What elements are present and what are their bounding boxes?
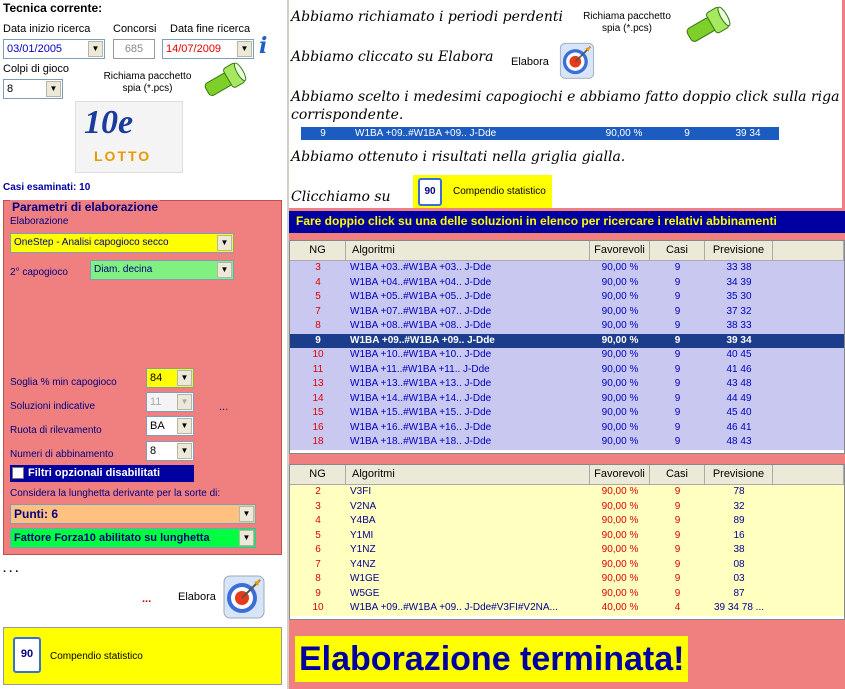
punti-select[interactable] bbox=[10, 504, 256, 524]
sample-previsione: 39 34 bbox=[735, 128, 761, 139]
sample-algoritmo: W1BA +09..#W1BA +09.. J-Dde bbox=[355, 128, 497, 139]
filtri-toggle[interactable] bbox=[10, 465, 194, 482]
solution-cell-casi: 9 bbox=[674, 392, 681, 404]
abbinamenti-grid[interactable] bbox=[289, 464, 845, 620]
elaborazione-label: Elaborazione bbox=[10, 216, 69, 227]
solution-cell-ng: 7 bbox=[315, 305, 321, 317]
params-title: Parametri di elaborazione bbox=[12, 200, 159, 214]
solution-cell-algoritmo: W1BA +07..#W1BA +07.. J-Dde bbox=[350, 305, 492, 317]
sample-row bbox=[301, 127, 779, 140]
solution-cell-previsione: 33 38 bbox=[726, 262, 752, 273]
capogioco2-label: 2° capogioco bbox=[10, 267, 68, 278]
abbinamento-cell-favorevoli: 90,00 % bbox=[601, 573, 639, 584]
chevron-down-icon[interactable]: ▼ bbox=[177, 418, 192, 434]
solution-cell-ng: 8 bbox=[315, 320, 321, 331]
ruota-label: Ruota di rilevamento bbox=[10, 425, 102, 436]
ruota-value: BA bbox=[150, 420, 165, 432]
colpi-value: 8 bbox=[7, 83, 14, 95]
solution-cell-ng: 11 bbox=[312, 363, 324, 375]
colpi-label: Colpi di gioco bbox=[3, 63, 70, 75]
abbinamento-cell-ng: 6 bbox=[315, 544, 321, 555]
solution-cell-favorevoli: 90,00 % bbox=[601, 262, 639, 273]
solutions-grid[interactable] bbox=[289, 240, 845, 454]
target-icon[interactable] bbox=[557, 40, 597, 80]
abbinamento-cell-favorevoli: 90,00 % bbox=[601, 558, 639, 570]
solution-row[interactable] bbox=[290, 421, 844, 436]
sample-ng: 9 bbox=[320, 128, 326, 139]
compendio-badge-right: 90 bbox=[424, 186, 436, 197]
sample-favorevoli: 90,00 % bbox=[605, 128, 643, 139]
chevron-down-icon[interactable]: ▼ bbox=[217, 262, 232, 278]
chevron-down-icon[interactable]: ▼ bbox=[237, 41, 252, 57]
instruction-line-3a: Abbiamo scelto i medesimi capogiochi e abbiamo fatto doppio click sulla riga bbox=[291, 89, 840, 105]
banner-text: Fare doppio click su una delle soluzioni in elenco per ricercare i relativi abbinamenti bbox=[296, 214, 777, 228]
solution-cell-filler bbox=[773, 334, 844, 349]
solution-cell-previsione: 44 49 bbox=[726, 392, 752, 404]
solution-cell-filler bbox=[773, 276, 844, 291]
solution-cell-casi: 9 bbox=[674, 262, 681, 273]
abbinamento-cell-algoritmo: W1GE bbox=[350, 573, 380, 584]
soluzioni-label: Soluzioni indicative bbox=[10, 401, 96, 412]
abbinamento-cell-casi: 9 bbox=[674, 558, 681, 570]
solution-cell-algoritmo: W1BA +05..#W1BA +05.. J-Dde bbox=[350, 291, 492, 302]
compendio-label-left: Compendio statistico bbox=[50, 651, 143, 662]
abbinamento-cell-previsione: 16 bbox=[733, 529, 745, 541]
solution-cell-favorevoli: 90,00 % bbox=[601, 421, 639, 433]
solution-cell-casi: 9 bbox=[674, 291, 681, 302]
solution-row[interactable] bbox=[290, 435, 844, 450]
solution-cell-favorevoli: 90,00 % bbox=[601, 392, 639, 404]
abbinamento-cell-filler bbox=[773, 529, 844, 544]
logo-lotto: LOTTO bbox=[94, 148, 152, 164]
richiama-label-right: Richiama pacchetto spia (*.pcs) bbox=[583, 11, 671, 34]
sample-casi: 9 bbox=[684, 128, 690, 139]
numeri-value: 8 bbox=[150, 445, 157, 457]
abbinamento-cell-previsione: 78 bbox=[733, 486, 745, 497]
solution-cell-filler bbox=[773, 261, 844, 276]
abbinamento-cell-casi: 9 bbox=[674, 529, 681, 541]
abbinamento-cell-casi: 9 bbox=[674, 500, 681, 512]
solution-row[interactable] bbox=[290, 290, 844, 305]
col-header-ng[interactable]: NG bbox=[290, 465, 346, 484]
abbinamento-cell-ng: 3 bbox=[315, 500, 321, 512]
tecnica-title: Tecnica corrente: bbox=[3, 1, 103, 15]
solution-cell-filler bbox=[773, 290, 844, 305]
solution-cell-filler bbox=[773, 363, 844, 378]
col-header-algoritmi[interactable]: Algoritmi bbox=[346, 465, 590, 484]
compendio-badge-left: 90 bbox=[20, 648, 34, 660]
col-header-favorevoli[interactable]: Favorevoli bbox=[590, 465, 650, 484]
col-header-algoritmi[interactable]: Algoritmi bbox=[346, 241, 590, 260]
elabora-label-left: Elabora bbox=[178, 591, 216, 603]
solution-row[interactable] bbox=[290, 406, 844, 421]
colpi-select[interactable] bbox=[3, 79, 63, 99]
abbinamento-cell-favorevoli: 90,00 % bbox=[601, 587, 639, 599]
status-box bbox=[295, 636, 688, 682]
abbinamento-row[interactable] bbox=[290, 587, 844, 602]
solution-cell-ng: 10 bbox=[312, 349, 324, 360]
abbinamento-cell-favorevoli: 90,00 % bbox=[601, 529, 639, 541]
soluzioni-value: 11 bbox=[150, 396, 162, 408]
solution-cell-ng: 4 bbox=[315, 276, 321, 288]
target-icon[interactable] bbox=[222, 572, 266, 620]
abbinamenti-grid-header bbox=[290, 465, 844, 485]
abbinamento-row[interactable] bbox=[290, 500, 844, 515]
col-header-favorevoli[interactable]: Favorevoli bbox=[590, 241, 650, 260]
abbinamento-cell-algoritmo: W1BA +09..#W1BA +09.. J-Dde#V3FI#V2NA... bbox=[350, 602, 558, 613]
abbinamento-cell-casi: 9 bbox=[674, 544, 681, 555]
solution-cell-favorevoli: 90,00 % bbox=[601, 320, 639, 331]
data-fine-value: 14/07/2009 bbox=[166, 43, 222, 55]
chevron-down-icon[interactable]: ▼ bbox=[46, 81, 61, 97]
abbinamento-cell-previsione: 38 bbox=[733, 544, 745, 555]
abbinamento-row[interactable] bbox=[290, 529, 844, 544]
solution-cell-ng: 5 bbox=[315, 291, 321, 302]
ruota-select[interactable] bbox=[146, 416, 194, 436]
solution-cell-favorevoli: 90,00 % bbox=[601, 436, 639, 447]
solution-cell-algoritmo: W1BA +14..#W1BA +14.. J-Dde bbox=[350, 392, 492, 404]
abbinamento-row[interactable] bbox=[290, 572, 844, 587]
instruction-line-3b: corrispondente. bbox=[291, 107, 404, 123]
data-fine-select[interactable] bbox=[162, 39, 254, 59]
col-header-filler bbox=[773, 465, 844, 484]
abbinamento-cell-filler bbox=[773, 500, 844, 515]
col-header-previsione[interactable]: Previsione bbox=[705, 465, 773, 484]
abbinamento-cell-filler bbox=[773, 587, 844, 602]
instructions-panel bbox=[289, 0, 842, 208]
elabora-label-right: Elabora bbox=[511, 56, 549, 68]
solutions-grid-header bbox=[290, 241, 844, 261]
solution-cell-algoritmo: W1BA +09..#W1BA +09.. J-Dde bbox=[350, 334, 495, 346]
solution-cell-previsione: 41 46 bbox=[726, 363, 752, 375]
solution-cell-previsione: 35 30 bbox=[726, 291, 752, 302]
solution-row[interactable] bbox=[290, 334, 844, 349]
solution-cell-algoritmo: W1BA +11..#W1BA +11.. J-Dde bbox=[350, 363, 490, 375]
solution-cell-previsione: 40 45 bbox=[726, 349, 752, 360]
abbinamento-cell-ng: 5 bbox=[315, 529, 321, 541]
abbinamento-cell-ng: 2 bbox=[315, 486, 321, 497]
solution-cell-algoritmo: W1BA +10..#W1BA +10.. J-Dde bbox=[350, 349, 492, 360]
solution-cell-filler bbox=[773, 435, 844, 450]
dots-two: ... bbox=[142, 593, 152, 605]
abbinamento-cell-previsione: 32 bbox=[733, 500, 745, 512]
solution-cell-casi: 9 bbox=[674, 320, 681, 331]
solution-cell-ng: 9 bbox=[315, 334, 321, 346]
chevron-down-icon[interactable]: ▼ bbox=[239, 506, 254, 522]
casi-esaminati: Casi esaminati: 10 bbox=[3, 182, 91, 193]
compendio-label-right: Compendio statistico bbox=[453, 186, 546, 197]
abbinamento-row[interactable] bbox=[290, 485, 844, 500]
solution-cell-favorevoli: 90,00 % bbox=[601, 305, 639, 317]
solution-cell-filler bbox=[773, 421, 844, 436]
solution-cell-favorevoli: 90,00 % bbox=[601, 291, 639, 302]
abbinamento-cell-filler bbox=[773, 514, 844, 529]
abbinamento-cell-casi: 4 bbox=[674, 602, 681, 613]
flashlight-icon[interactable] bbox=[681, 6, 733, 44]
soglia-value: 84 bbox=[150, 372, 163, 384]
soglia-select[interactable] bbox=[146, 368, 194, 388]
filtri-label: Filtri opzionali disabilitati bbox=[28, 467, 161, 479]
solution-row[interactable] bbox=[290, 377, 844, 392]
col-header-ng[interactable]: NG bbox=[290, 241, 346, 260]
soluzioni-select bbox=[146, 392, 194, 412]
abbinamento-cell-algoritmo: V2NA bbox=[350, 500, 377, 512]
concorsi-label: Concorsi bbox=[113, 23, 157, 35]
chevron-down-icon: ▼ bbox=[177, 394, 192, 410]
abbinamento-row[interactable] bbox=[290, 601, 844, 616]
solution-cell-previsione: 38 33 bbox=[726, 320, 752, 331]
solution-cell-algoritmo: W1BA +15..#W1BA +15.. J-Dde bbox=[350, 407, 492, 418]
solution-cell-previsione: 34 39 bbox=[726, 276, 752, 288]
solution-row[interactable] bbox=[290, 276, 844, 291]
compendio-panel-left[interactable] bbox=[3, 627, 282, 685]
abbinamento-cell-favorevoli: 90,00 % bbox=[601, 515, 639, 526]
capogioco2-select[interactable] bbox=[90, 260, 234, 280]
abbinamento-cell-filler bbox=[773, 601, 844, 616]
abbinamento-row[interactable] bbox=[290, 558, 844, 573]
notepad-icon bbox=[418, 178, 442, 206]
solution-cell-casi: 9 bbox=[674, 305, 681, 317]
abbinamento-cell-filler bbox=[773, 543, 844, 558]
abbinamento-cell-favorevoli: 90,00 % bbox=[601, 500, 639, 512]
fattore-select[interactable] bbox=[10, 528, 256, 548]
abbinamento-cell-previsione: 87 bbox=[733, 587, 745, 599]
capogioco2-value: Diam. decina bbox=[94, 264, 153, 275]
solution-cell-algoritmo: W1BA +18..#W1BA +18.. J-Dde bbox=[350, 436, 492, 447]
solution-cell-previsione: 45 40 bbox=[726, 407, 752, 418]
instruction-line-2: Abbiamo cliccato su Elabora bbox=[291, 49, 494, 65]
solution-cell-casi: 9 bbox=[674, 407, 681, 418]
solution-cell-casi: 9 bbox=[674, 378, 681, 389]
logo-10e: 10e bbox=[84, 104, 134, 141]
abbinamento-cell-algoritmo: Y4BA bbox=[350, 515, 376, 526]
abbinamento-cell-previsione: 03 bbox=[733, 573, 745, 584]
abbinamento-cell-filler bbox=[773, 558, 844, 573]
abbinamento-cell-ng: 7 bbox=[315, 558, 321, 570]
solution-cell-filler bbox=[773, 319, 844, 334]
col-header-filler bbox=[773, 241, 844, 260]
abbinamento-cell-algoritmo: Y1NZ bbox=[350, 544, 376, 555]
col-header-casi[interactable]: Casi bbox=[650, 241, 705, 260]
concorsi-field: 685 bbox=[113, 39, 155, 59]
lunghetta-label: Considera la lunghetta derivante per la sorte di: bbox=[10, 488, 221, 499]
abbinamento-cell-filler bbox=[773, 572, 844, 587]
abbinamento-row[interactable] bbox=[290, 543, 844, 558]
abbinamento-cell-casi: 9 bbox=[674, 587, 681, 599]
elaborazione-select[interactable] bbox=[10, 233, 234, 253]
fattore-value: Fattore Forza10 abilitato su lunghetta bbox=[14, 532, 210, 544]
elaborazione-value: OneStep - Analisi capogioco secco bbox=[14, 237, 169, 248]
solution-row[interactable] bbox=[290, 363, 844, 378]
solution-cell-casi: 9 bbox=[674, 276, 681, 288]
instruction-line-1: Abbiamo richiamato i periodi perdenti bbox=[291, 9, 563, 25]
compendio-button-right[interactable] bbox=[413, 175, 552, 208]
chevron-down-icon[interactable]: ▼ bbox=[217, 235, 232, 251]
solution-cell-favorevoli: 90,00 % bbox=[601, 276, 639, 288]
abbinamento-cell-algoritmo: Y4NZ bbox=[350, 558, 376, 570]
solution-cell-algoritmo: W1BA +04..#W1BA +04.. J-Dde bbox=[350, 276, 492, 288]
solution-cell-previsione: 39 34 bbox=[726, 334, 752, 346]
solution-cell-casi: 9 bbox=[674, 363, 681, 375]
params-box bbox=[3, 200, 282, 555]
solution-cell-ng: 18 bbox=[312, 436, 324, 447]
solution-cell-algoritmo: W1BA +03..#W1BA +03.. J-Dde bbox=[350, 262, 492, 273]
numeri-select[interactable] bbox=[146, 441, 194, 461]
col-header-previsione[interactable]: Previsione bbox=[705, 241, 773, 260]
solution-cell-previsione: 37 32 bbox=[726, 305, 752, 317]
filtri-checkbox[interactable] bbox=[12, 467, 24, 479]
abbinamento-cell-algoritmo: W5GE bbox=[350, 587, 380, 599]
chevron-down-icon[interactable]: ▼ bbox=[177, 443, 192, 459]
punti-value: Punti: 6 bbox=[14, 507, 58, 521]
abbinamento-cell-previsione: 39 34 78 ... bbox=[713, 602, 765, 613]
left-panel bbox=[0, 0, 289, 689]
solution-cell-algoritmo: W1BA +08..#W1BA +08.. J-Dde bbox=[350, 320, 492, 331]
numeri-label: Numeri di abbinamento bbox=[10, 449, 114, 460]
abbinamento-cell-casi: 9 bbox=[674, 486, 681, 497]
solution-cell-filler bbox=[773, 406, 844, 421]
abbinamento-cell-previsione: 89 bbox=[733, 515, 745, 526]
abbinamento-cell-previsione: 08 bbox=[733, 558, 745, 570]
solution-cell-filler bbox=[773, 348, 844, 363]
data-inizio-select[interactable] bbox=[3, 39, 105, 59]
soglia-label: Soglia % min capogioco bbox=[10, 377, 117, 388]
solution-cell-favorevoli: 90,00 % bbox=[601, 378, 639, 389]
solution-cell-algoritmo: W1BA +16..#W1BA +16.. J-Dde bbox=[350, 421, 492, 433]
notepad-icon bbox=[13, 637, 41, 673]
solution-cell-algoritmo: W1BA +13..#W1BA +13.. J-Dde bbox=[350, 378, 492, 389]
solution-cell-ng: 16 bbox=[312, 421, 324, 433]
abbinamento-cell-casi: 9 bbox=[674, 573, 681, 584]
chevron-down-icon[interactable]: ▼ bbox=[177, 370, 192, 386]
solution-cell-favorevoli: 90,00 % bbox=[601, 407, 639, 418]
solution-cell-casi: 9 bbox=[674, 349, 681, 360]
abbinamento-cell-ng: 10 bbox=[312, 602, 324, 613]
solution-row[interactable] bbox=[290, 305, 844, 320]
chevron-down-icon[interactable]: ▼ bbox=[88, 41, 103, 57]
abbinamento-cell-ng: 9 bbox=[315, 587, 321, 599]
abbinamento-cell-favorevoli: 40,00 % bbox=[601, 602, 639, 613]
data-inizio-value: 03/01/2005 bbox=[7, 43, 63, 55]
solution-cell-filler bbox=[773, 377, 844, 392]
solution-row[interactable] bbox=[290, 319, 844, 334]
flashlight-icon[interactable] bbox=[200, 62, 248, 98]
instruction-banner bbox=[289, 211, 845, 233]
solution-cell-favorevoli: 90,00 % bbox=[601, 349, 639, 360]
solution-cell-previsione: 48 43 bbox=[726, 436, 752, 447]
solution-cell-casi: 9 bbox=[674, 334, 681, 346]
solution-cell-filler bbox=[773, 305, 844, 320]
solution-cell-ng: 13 bbox=[312, 378, 324, 389]
instruction-line-4: Abbiamo ottenuto i risultati nella griglia gialla. bbox=[291, 149, 626, 165]
abbinamenti-grid-body bbox=[290, 485, 844, 616]
solution-cell-favorevoli: 90,00 % bbox=[601, 363, 639, 375]
richiama-label-left: Richiama pacchetto spia (*.pcs) bbox=[103, 71, 192, 94]
solution-cell-ng: 15 bbox=[312, 407, 324, 418]
abbinamento-cell-favorevoli: 90,00 % bbox=[601, 486, 639, 497]
solution-cell-favorevoli: 90,00 % bbox=[601, 334, 639, 346]
solution-row[interactable] bbox=[290, 261, 844, 276]
solution-cell-previsione: 43 48 bbox=[726, 378, 752, 389]
chevron-down-icon[interactable]: ▼ bbox=[239, 530, 254, 546]
instruction-line-5: Clicchiamo su bbox=[291, 189, 391, 205]
abbinamento-cell-ng: 8 bbox=[315, 573, 321, 584]
status-text: Elaborazione terminata! bbox=[299, 640, 685, 678]
solution-cell-casi: 9 bbox=[674, 436, 681, 447]
solution-cell-filler bbox=[773, 392, 844, 407]
abbinamento-cell-algoritmo: Y1MI bbox=[350, 529, 374, 541]
abbinamento-cell-algoritmo: V3FI bbox=[350, 486, 372, 497]
abbinamento-cell-casi: 9 bbox=[674, 515, 681, 526]
col-header-casi[interactable]: Casi bbox=[650, 465, 705, 484]
solution-cell-ng: 3 bbox=[315, 262, 321, 273]
solution-cell-casi: 9 bbox=[674, 421, 681, 433]
solution-row[interactable] bbox=[290, 348, 844, 363]
10elotto-logo bbox=[75, 101, 183, 173]
data-inizio-label: Data inizio ricerca bbox=[3, 23, 91, 35]
dots-one: . . . bbox=[3, 563, 19, 575]
abbinamento-cell-favorevoli: 90,00 % bbox=[601, 544, 639, 555]
solutions-grid-body bbox=[290, 261, 844, 450]
solution-cell-ng: 14 bbox=[312, 392, 324, 404]
info-icon[interactable]: i bbox=[259, 33, 268, 59]
abbinamento-row[interactable] bbox=[290, 514, 844, 529]
soluzioni-dots: ... bbox=[219, 401, 229, 413]
solution-cell-previsione: 46 41 bbox=[726, 421, 752, 433]
solution-row[interactable] bbox=[290, 392, 844, 407]
abbinamento-cell-filler bbox=[773, 485, 844, 500]
abbinamento-cell-ng: 4 bbox=[315, 515, 321, 526]
data-fine-label: Data fine ricerca bbox=[170, 23, 251, 35]
